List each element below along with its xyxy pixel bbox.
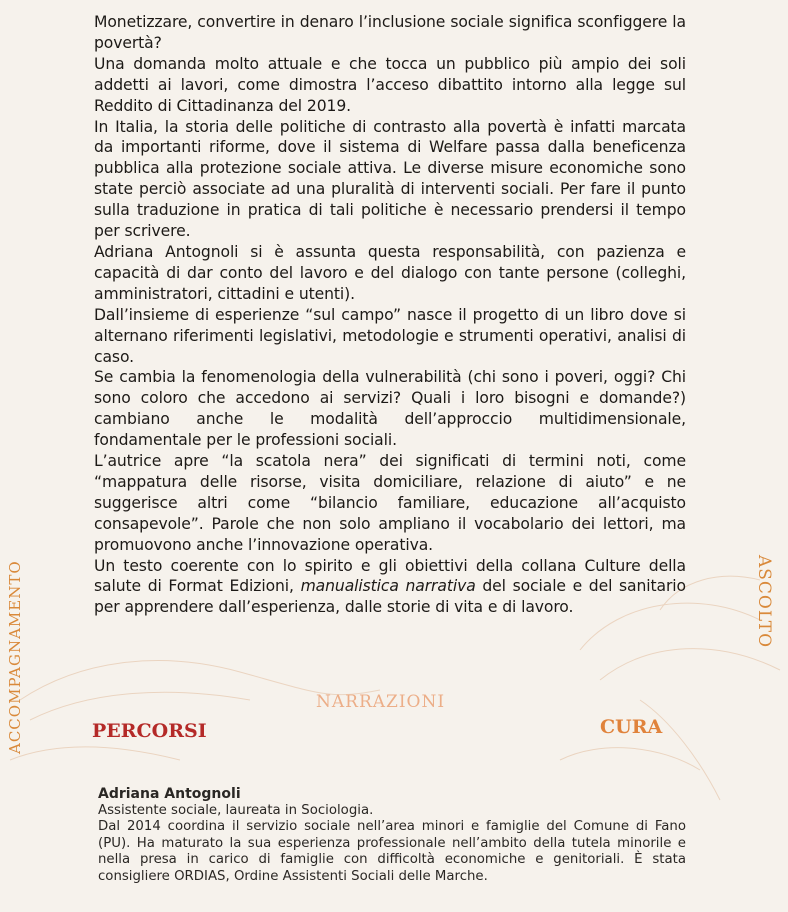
side-word-accompagnamento: ACCOMPAGNAMENTO — [6, 560, 24, 754]
paragraph-4: Adriana Antognoli si è assunta questa responsabilità, con pazienza e capacità di dar conto del lavoro e del dialogo con tante persone (colleghi, amministratori, cittadini e utenti). — [94, 242, 686, 303]
author-title: Assistente sociale, laureata in Sociologia. — [98, 802, 374, 818]
keyword-percorsi: PERCORSI — [92, 720, 207, 742]
author-name: Adriana Antognoli — [98, 786, 241, 802]
author-bio — [98, 786, 686, 886]
paragraph-8-end: del sociale e del sanitario per apprendere dall’esperienza, dalle storie di vita e di lavoro. — [94, 577, 686, 617]
paragraph-3: In Italia, la storia delle politiche di contrasto alla povertà è infatti marcata da importanti riforme, dove il sistema di Welfare passa dalla beneficenza pubblica alla protezione sociale attiva. Le diverse misure economiche sono state perciò associate ad una pluralità di interventi sociali. Per fare il punto sulla traduzione in pratica di tali politiche è necessario prendersi il tempo per scrivere. — [94, 117, 686, 241]
paragraph-2: Una domanda molto attuale e che tocca un pubblico più ampio dei soli addetti ai lavori, come dimostra l’acceso dibattito intorno alla legge sul Reddito di Cittadinanza del 2019. — [94, 54, 686, 115]
keyword-cura: CURA — [600, 716, 663, 738]
author-description: Dal 2014 coordina il servizio sociale nell’area minori e famiglie del Comune di Fano (PU). Ha maturato la sua esperienza professionale nell’ambito della tutela minorile e nella presa in carico di famiglie con difficoltà economiche e genitoriali. È stata consigliere ORDIAS, Ordine Assistenti Sociali delle Marche. — [98, 819, 686, 884]
paragraph-5: Dall’insieme di esperienze “sul campo” nasce il progetto di un libro dove si alternano riferimenti legislativi, metodologie e strumenti operativi, analisi di caso. — [94, 305, 686, 366]
paragraph-1: Monetizzare, convertire in denaro l’inclusione sociale significa sconfiggere la povertà? — [94, 13, 686, 52]
paragraph-8 — [94, 556, 686, 619]
side-word-ascolto: ASCOLTO — [754, 555, 774, 649]
paragraph-8-italic: manualistica narrativa — [300, 577, 476, 596]
paragraph-8-start: Un testo coerente con lo spirito e gli obiettivi della collana Culture della salute di Format Edizioni, — [94, 556, 686, 596]
keyword-narrazioni: NARRAZIONI — [316, 692, 446, 712]
body-text — [94, 12, 686, 618]
paragraph-6: Se cambia la fenomenologia della vulnerabilità (chi sono i poveri, oggi? Chi sono coloro che accedono ai servizi? Quali i loro bisogni e domande?) cambiano anche le modalità dell’approccio multidimensionale, fondamentale per le professioni sociali. — [94, 368, 686, 450]
paragraph-7: L’autrice apre “la scatola nera” dei significati di termini noti, come “mappatura delle risorse, visita domiciliare, relazione di aiuto” e ne suggerisce altri come “bilancio familiare, educazione all’acquisto consapevole”. Parole che non solo ampliano il vocabolario dei lettori, ma promuovono anche l’innovazione operativa. — [94, 452, 686, 554]
